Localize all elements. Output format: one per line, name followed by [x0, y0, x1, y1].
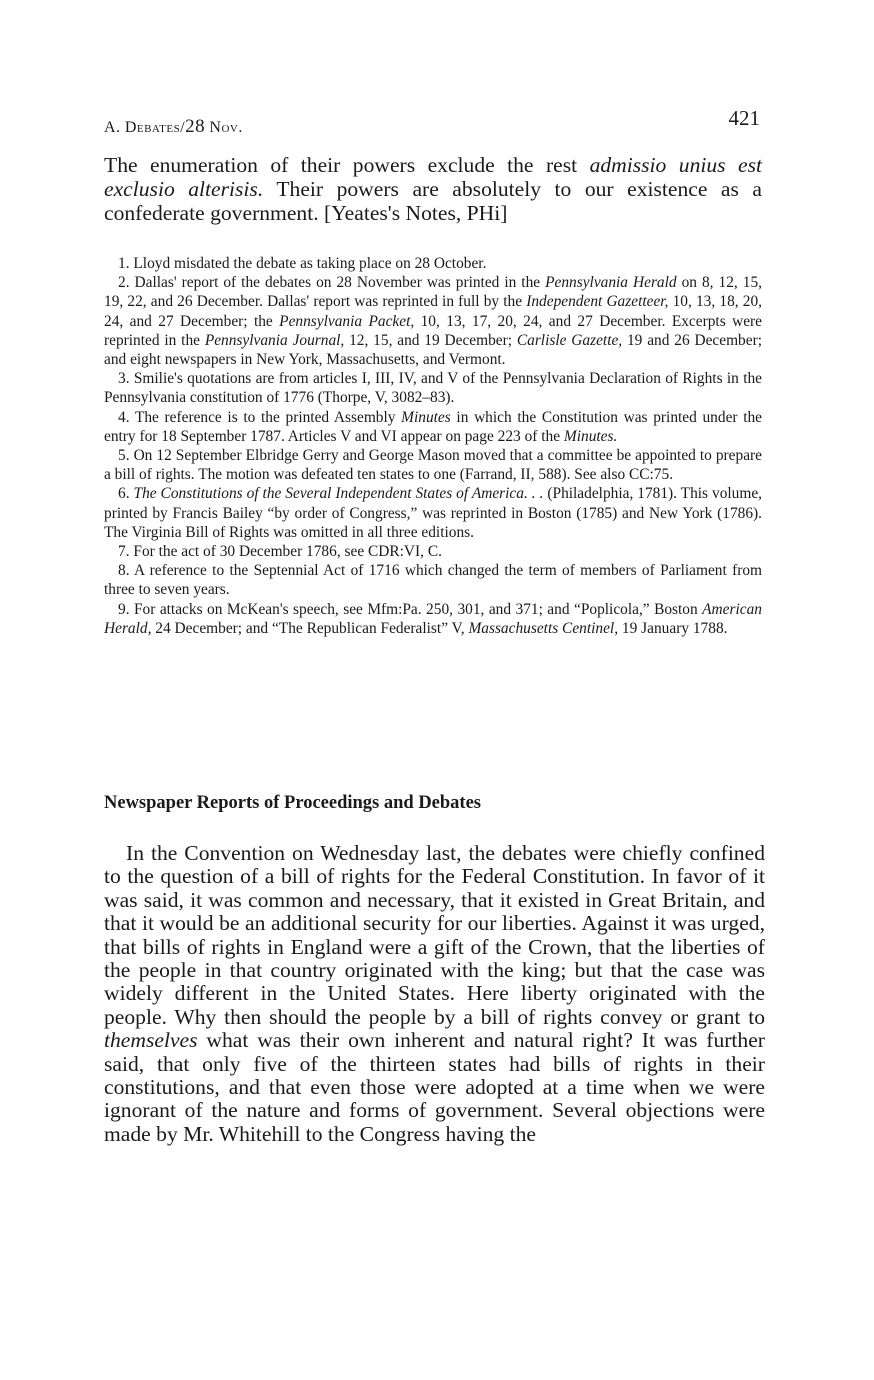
- footnote-3-text: 3. Smilie's quotations are from articles I, III, IV, and V of the Pennsylvania Declaration of Rights in the Pennsylvania constitution of 1776 (Thorpe, V, 3082–83).: [104, 370, 762, 407]
- footnote-2-italic-3: Pennsylvania Packet,: [279, 312, 415, 330]
- footnote-9-text-2: 24 December; and “The Republican Federalist” V,: [151, 619, 469, 637]
- footnote-1: [104, 254, 762, 273]
- footnote-2-italic-4: Pennsylvania Journal,: [204, 331, 345, 349]
- footnote-2-text-5: 12, 15, and 19 December;: [344, 331, 517, 349]
- footnotes: [104, 254, 762, 638]
- footnote-8-text: 8. A reference to the Septennial Act of 1716 which changed the term of members of Parliament from three to seven years.: [104, 562, 762, 599]
- footnote-2-italic-2: Independent Gazetteer,: [526, 293, 669, 311]
- footnote-6-text-2: (Philadelphia, 1781). This volume, printed by Francis Bailey “by order of Congress,” was reprinted in Boston (1785) and New York (1786). The Virginia Bill of Rights was omitted in all three editions.: [104, 485, 763, 541]
- footnote-5: [104, 446, 762, 484]
- lead-text-2: Their powers are absolutely to our existence as a confederate government. [Yeates's Notes, PHi]: [104, 177, 762, 226]
- section-title: Debates/: [124, 119, 186, 136]
- footnote-9-italic-2: Massachusetts Centinel,: [468, 619, 619, 637]
- footnote-9-text-3: 19 January 1788.: [618, 619, 728, 637]
- footnote-9-italic-1: American Herald,: [104, 600, 762, 637]
- footnote-2-text-3: 10, 13, 18, 20, 24, and 27 December; the: [104, 293, 763, 330]
- footnote-2-italic-5: Carlisle Gazette,: [516, 331, 623, 349]
- footnote-2-text-6: 19 and 26 December; and eight newspapers in New York, Massachusetts, and Vermont.: [104, 331, 762, 369]
- running-head: [104, 106, 766, 137]
- footnote-9-text-1: 9. For attacks on McKean's speech, see Mfm:Pa. 250, 301, and 371; and “Poplicola,” Boston: [118, 600, 703, 618]
- footnote-7-text: 7. For the act of 30 December 1786, see CDR:VI, C.: [118, 543, 442, 561]
- section-letter: A.: [104, 119, 121, 136]
- footnote-7: [104, 542, 762, 561]
- footnote-1-text: 1. Lloyd misdated the debate as taking place on 28 October.: [118, 255, 487, 272]
- footnote-4-italic-2: Minutes.: [563, 427, 618, 445]
- footnote-4-text-2: in which the Constitution was printed under the entry for 18 September 1787. Articles V and VI appear on page 223 of the: [104, 408, 763, 445]
- body-italic-themselves: themselves: [104, 1028, 198, 1053]
- lead-paragraph: [104, 153, 762, 226]
- lead-latin-phrase: admissio unius est exclusio alterisis.: [104, 153, 762, 202]
- footnote-5-text: 5. On 12 September Elbridge Gerry and George Mason moved that a committee be appointed to prepare a bill of rights. The motion was defeated ten states to one (Farrand, II, 588). See also CC:75.: [104, 447, 762, 484]
- footnote-9: [104, 600, 762, 638]
- body-paragraph: [104, 842, 765, 1146]
- footnote-2-text-1: 2. Dallas' report of the debates on 28 November was printed in the: [118, 274, 546, 292]
- footnote-6-text-1: 6.: [118, 485, 134, 503]
- footnote-2: [104, 273, 762, 369]
- body-text-2: what was their own inherent and natural right? It was further said, that only five of the thirteen states had bills of rights in their constitutions, and that even those were adopted at a time when we were ignorant of the nature and forms of government. Several objections were made by Mr. Whitehill to the Congress having the: [104, 1028, 765, 1146]
- footnote-2-italic-1: Pennsylvania Herald: [545, 274, 677, 292]
- running-head-day: 28: [185, 116, 206, 137]
- page-number: 421: [728, 106, 760, 130]
- lead-text-1: The enumeration of their powers exclude the rest: [104, 153, 590, 177]
- footnote-3: [104, 369, 762, 407]
- footnote-6: [104, 484, 762, 542]
- footnote-6-italic-1: The Constitutions of the Several Independent States of America. . .: [133, 485, 544, 503]
- footnote-4: [104, 408, 762, 446]
- footnote-2-text-2: on 8, 12, 15, 19, 22, and 26 December. Dallas' report was reprinted in full by the: [104, 274, 762, 311]
- footnote-2-text-4: 10, 13, 17, 20, 24, and 27 December. Excerpts were reprinted in the: [104, 312, 762, 349]
- footnote-4-italic-1: Minutes: [401, 408, 451, 426]
- running-head-month: Nov.: [209, 119, 243, 136]
- running-head-section: [104, 116, 243, 138]
- body-text-1: In the Convention on Wednesday last, the debates were chiefly confined to the question of a bill of rights for the Federal Constitution. In favor of it was said, it was common and necessary, that it existed in Great Britain, and that it would be an additional security for our liberties. Against it was urged, that bills of rights in England were a gift of the Crown, that the liberties of the people in that country originated with the king; but that the case was widely different in the United States. Here liberty originated with the people. Why then should the people by a bill of rights convey or grant to: [104, 841, 765, 1029]
- footnote-8: [104, 561, 762, 599]
- section-heading: Newspaper Reports of Proceedings and Debates: [104, 793, 482, 813]
- footnote-4-text-1: 4. The reference is to the printed Assembly: [118, 408, 402, 426]
